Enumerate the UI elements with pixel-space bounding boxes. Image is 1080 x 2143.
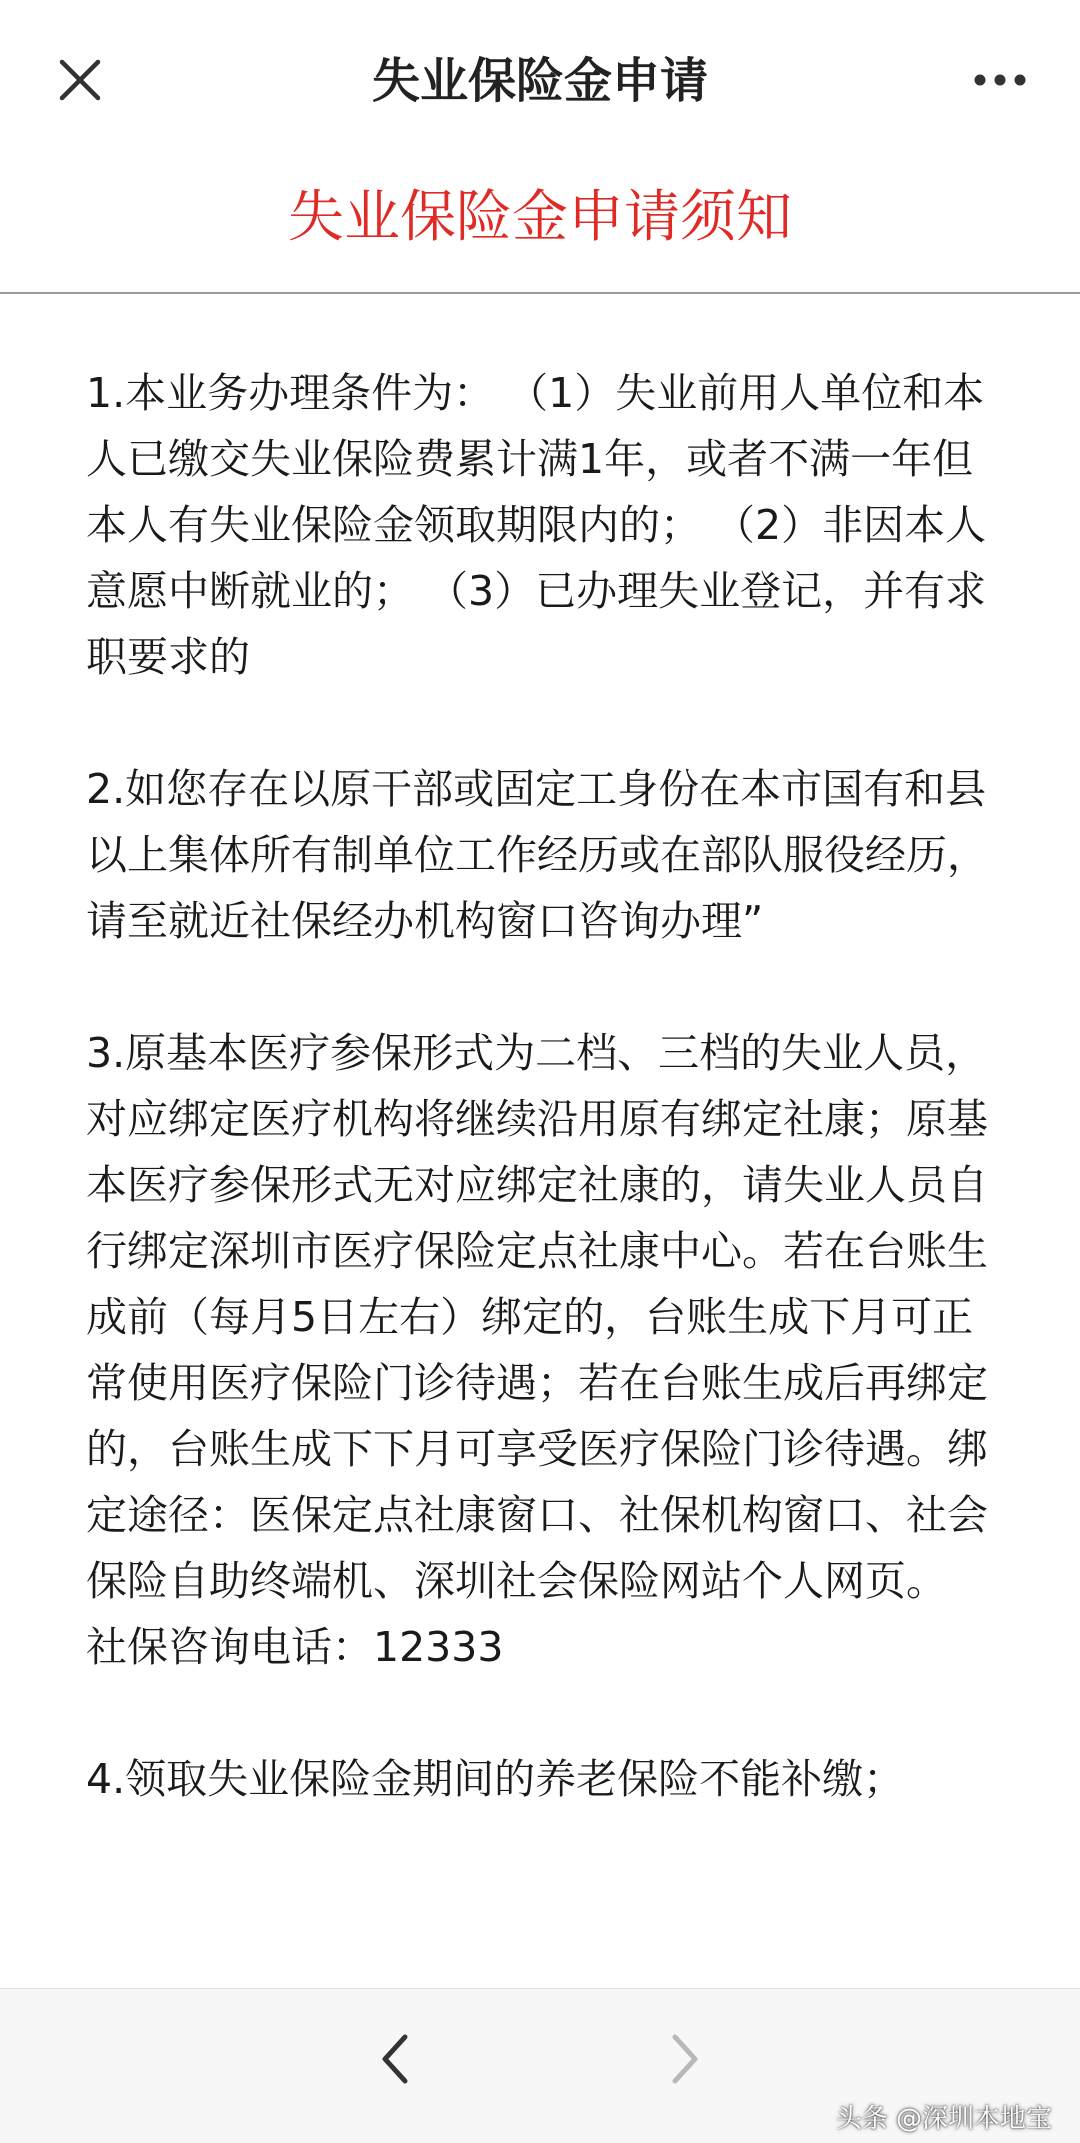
more-button[interactable] [960, 40, 1040, 120]
back-button[interactable] [355, 2019, 435, 2099]
notice-paragraph-3: 3.原基本医疗参保形式为二档、三档的失业人员，对应绑定医疗机构将继续沿用原有绑定社康；原基本医疗参保形式无对应绑定社康的，请失业人员自行绑定深圳市医疗保险定点社康中心。若在台账生成前（每月5日左右）绑定的，台账生成下月可正常使用医疗保险门诊待遇；若在台账生成后再绑定的，台账生成下下月可享受医疗保险门诊待遇。绑定途径：医保定点社康窗口、社保机构窗口、社会保险自助终端机、深圳社会保险网站个人网页。 社保咨询电话：12333 [86, 1029, 988, 1671]
close-button[interactable] [40, 40, 120, 120]
notice-paragraph-1: 1.本业务办理条件为： （1）失业前用人单位和本人已缴交失业保险费累计满1年，或者不满一年但本人有失业保险金领取期限内的； （2）非因本人意愿中断就业的； （3）已办理失业登记，并有求职要求的 [86, 369, 987, 681]
more-dots-icon [972, 72, 1028, 88]
page-title: 失业保险金申请 [371, 53, 708, 109]
top-bar [0, 0, 1080, 160]
chevron-left-icon [375, 2031, 415, 2087]
divider [0, 292, 1080, 294]
notice-heading: 失业保险金申请须知 [288, 185, 792, 250]
chevron-right-icon [665, 2031, 705, 2087]
notice-paragraph-2: 2.如您存在以原干部或固定工身份在本市国有和县以上集体所有制单位工作经历或在部队服役经历，请至就近社保经办机构窗口咨询办理” [86, 765, 988, 945]
watermark: 头条 @深圳本地宝 [835, 2104, 1052, 2134]
notice-content[interactable] [86, 360, 996, 1970]
forward-button[interactable] [645, 2019, 725, 2099]
notice-paragraph-4: 4.领取失业保险金期间的养老保险不能补缴； [86, 1755, 905, 1803]
close-icon [56, 56, 104, 104]
